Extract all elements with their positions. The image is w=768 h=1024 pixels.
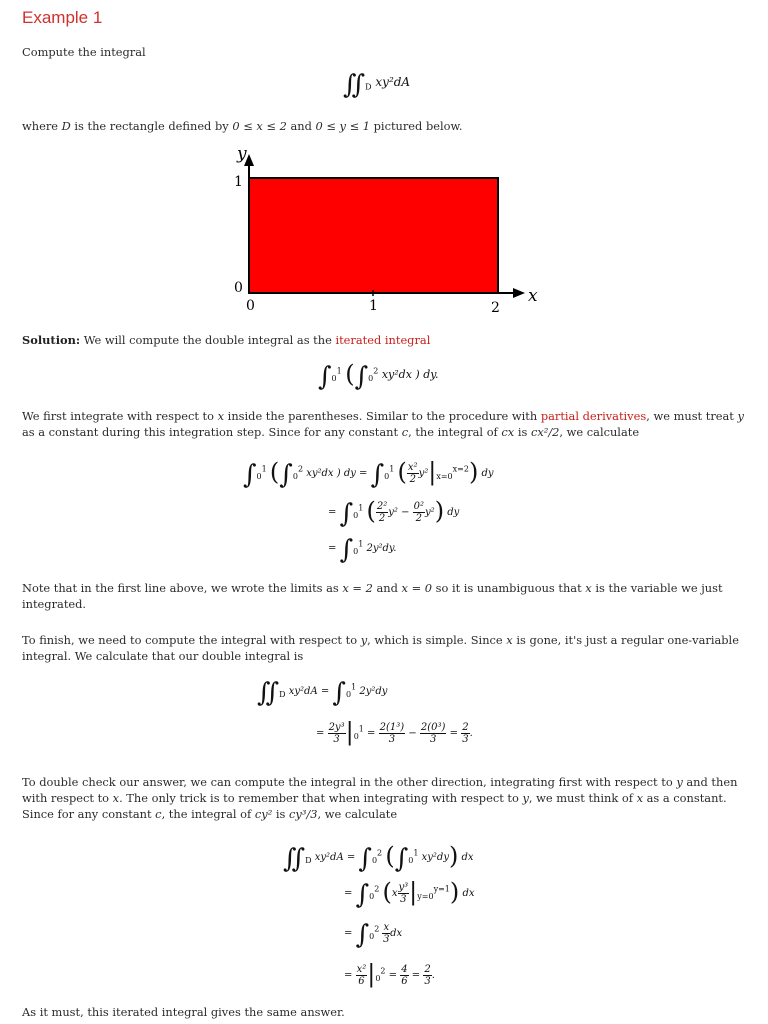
check-paragraph: To double check our answer, we can compute the integral in the other direction, integrating first with respect to y and then with respect to x. The only trick is to remember that when integrating with respect to y, we must think of x as a constant. Since for any constant c, the integral of cy² is cy³/3, we calculate [22,775,738,821]
integral-display: $∬_D$ xy²dA [343,70,411,100]
calculation-1-line-3: = $\int_0^1$ 2y²dy. [328,535,397,565]
finish-paragraph: To finish, we need to compute the integral with respect to y, which is simple. Since x is gone, it's just a regular one-variable integral. We calculate that our double integral is [22,633,739,663]
y-axis-label: y [237,144,247,164]
conclusion-text: As it must, this iterated integral gives the same answer. [22,1005,345,1019]
integration-paragraph: We first integrate with respect to x inside the parentheses. Similar to the procedure with partial derivatives, we must treat y as a constant during this integration step. Since for any constant c, the integral of cx is cx²/2, we calculate [22,409,744,439]
x-axis-label: x [528,286,538,306]
solution-text: Solution: We will compute the double integral as the iterated integral [22,333,431,347]
intro-text: Compute the integral [22,45,146,59]
rectangle-figure [225,140,545,320]
x-axis-arrow [513,288,525,298]
y-tick-label-0: 0 [234,280,243,296]
x-tick-label-2: 2 [491,300,500,316]
iterated-integral-equation: $\int_0^1$ ($\int_0^2$ xy²dx ) dy. [318,360,439,392]
calculation-2-line-2: = $\frac{\text{2y³}}{3}$ $|_0^1$ = $\frac{\text{2(1³)}}{3}$ − $\frac{\text{2(0³)}}{3}$ = $\frac{2}{3}$ . [316,718,473,746]
calculation-1-line-2: = $\int_0^1$ ( $\frac{\text{2²}}{2}$ y² − $\frac{\text{0²}}{2}$ y²) dy [328,497,460,529]
x-tick-label-1: 1 [369,298,378,314]
calculation-3-line-1: $∬_D$ $xy^2dA = \int_0^2$ ($\int_0^1$ xy²dy) dx [283,842,474,874]
note-paragraph: Note that in the first line above, we wrote the limits as x = 2 and x = 0 so it is unambiguous that x is the variable we just integrated. [22,581,723,611]
domain-description: where D is the rectangle defined by 0 ≤ x ≤ 2 and 0 ≤ y ≤ 1 pictured below. [22,119,463,133]
calculation-3-line-3: = $\int_0^2$ $\frac{x}{3}$ dx [344,920,403,950]
calculation-2-line-1: $∬_D$ $xy^2dA = \int_0^1$ 2y²dy [257,678,388,708]
y-tick-label-1: 1 [234,174,243,190]
page-title: Example 1 [22,8,103,27]
calculation-1-line-1: $\int_0^1$ ($\int_0^2$ xy²dx ) dy = $\int_0^1$ ( $\frac{\text{x²}}{2}$ $y^2|_{x=0}^{x=2}$) dy [243,458,494,490]
iterated-integral-link[interactable]: iterated integral [335,333,431,347]
region-rectangle [249,178,498,293]
x-tick-label-0: 0 [246,298,255,314]
calculation-3-line-2: = $\int_0^2$ (x $\frac{\text{y³}}{3}$ $|_{y=0}^{y=1}$) dx [344,878,475,910]
partial-derivatives-link[interactable]: partial derivatives [540,409,647,423]
calculation-3-line-4: = $\frac{\text{x²}}{6}$ $|_0^2$ = $\frac{4}{6}$ = $\frac{2}{3}$ . [344,960,435,988]
